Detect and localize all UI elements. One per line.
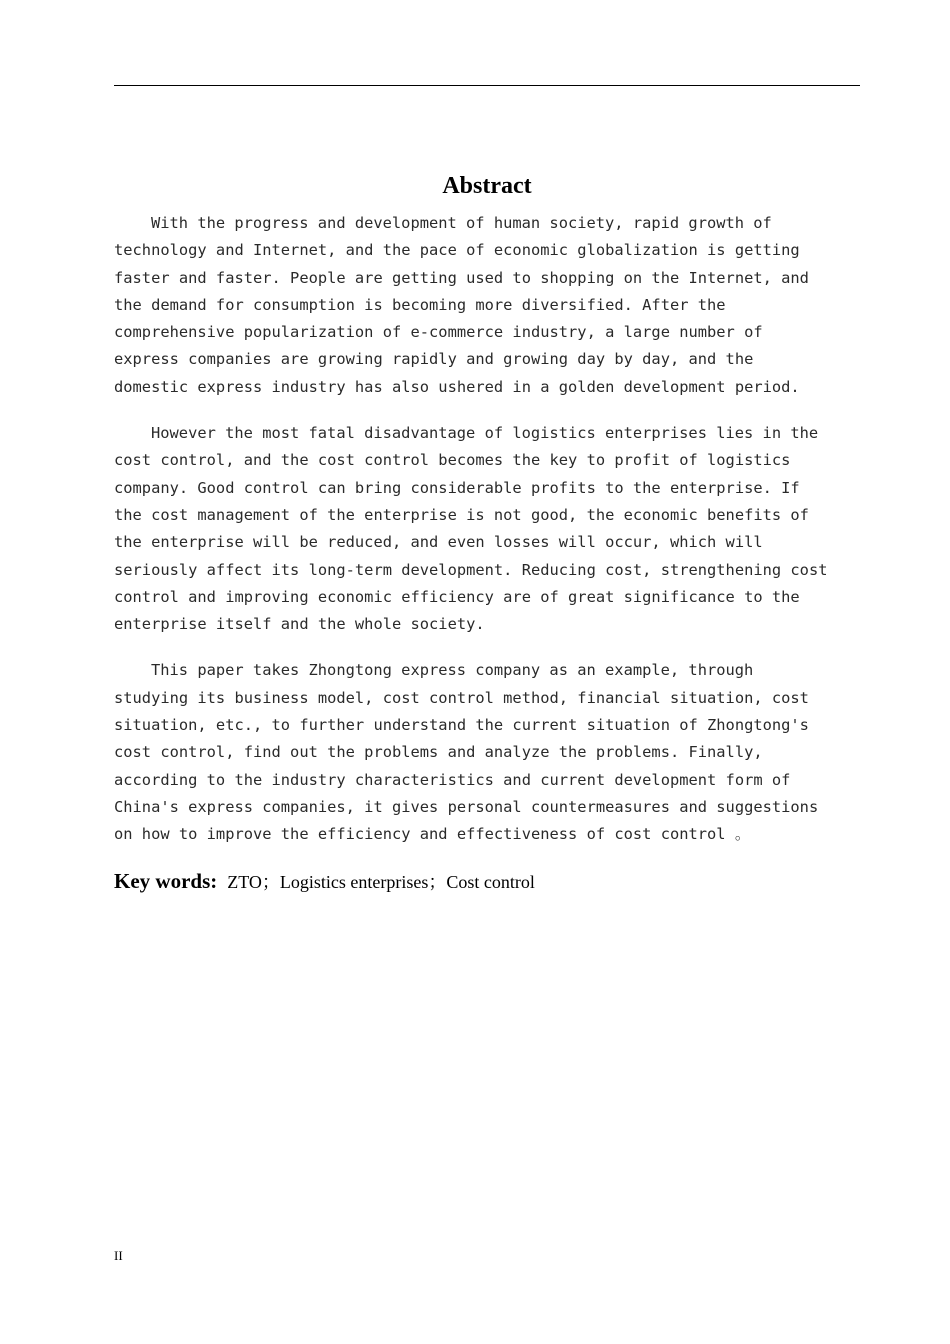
paragraph-line: the demand for consumption is becoming more diversified. After the [114,295,726,314]
paragraph-line: domestic express industry has also ushered in a golden development period. [114,377,800,396]
paragraph-line: However the most fatal disadvantage of logistics enterprises lies in the [151,424,819,443]
abstract-title: Abstract [442,173,532,200]
paragraph-line: the cost management of the enterprise is not good, the economic benefits of [114,505,809,524]
paragraph-line: technology and Internet, and the pace of economic globalization is getting [114,241,800,260]
paragraph-line: express companies are growing rapidly and growing day by day, and the [114,350,754,369]
paragraph-line: control and improving economic efficiency are of great significance to the [114,587,800,606]
paragraph-line: comprehensive popularization of e-commerce industry, a large number of [114,323,763,342]
header-rule [114,85,860,86]
abstract-paragraph-3 [114,657,860,848]
keywords-value: ZTO；Logistics enterprises；Cost control [227,872,535,892]
paragraph-line: enterprise itself and the whole society. [114,615,485,634]
paragraph-line: China's express companies, it gives personal countermeasures and suggestions [114,797,819,816]
paragraph-line: faster and faster. People are getting used to shopping on the Internet, and [114,268,809,287]
paragraph-line: cost control, and the cost control becomes the key to profit of logistics [114,451,791,470]
abstract-paragraph-1 [114,210,860,401]
paragraph-line: cost control, find out the problems and analyze the problems. Finally, [114,743,763,762]
paragraph-line: the enterprise will be reduced, and even losses will occur, which will [114,533,763,552]
abstract-body [114,210,860,868]
paragraph-line: This paper takes Zhongtong express company as an example, through [151,661,754,680]
keywords-label: Key words: [114,869,218,893]
paragraph-line: on how to improve the efficiency and effectiveness of cost control 。 [114,825,751,844]
keywords-line [114,868,860,894]
paragraph-line: company. Good control can bring considerable profits to the enterprise. If [114,478,800,497]
paragraph-line: according to the industry characteristics and current development form of [114,770,791,789]
page-number: II [114,1248,123,1263]
abstract-paragraph-2 [114,420,860,638]
paragraph-line: situation, etc., to further understand the current situation of Zhongtong's [114,716,809,735]
paragraph-line: seriously affect its long-term development. Reducing cost, strengthening cost [114,560,828,579]
paragraph-line: studying its business model, cost control method, financial situation, cost [114,688,809,707]
paragraph-line: With the progress and development of human society, rapid growth of [151,214,772,232]
